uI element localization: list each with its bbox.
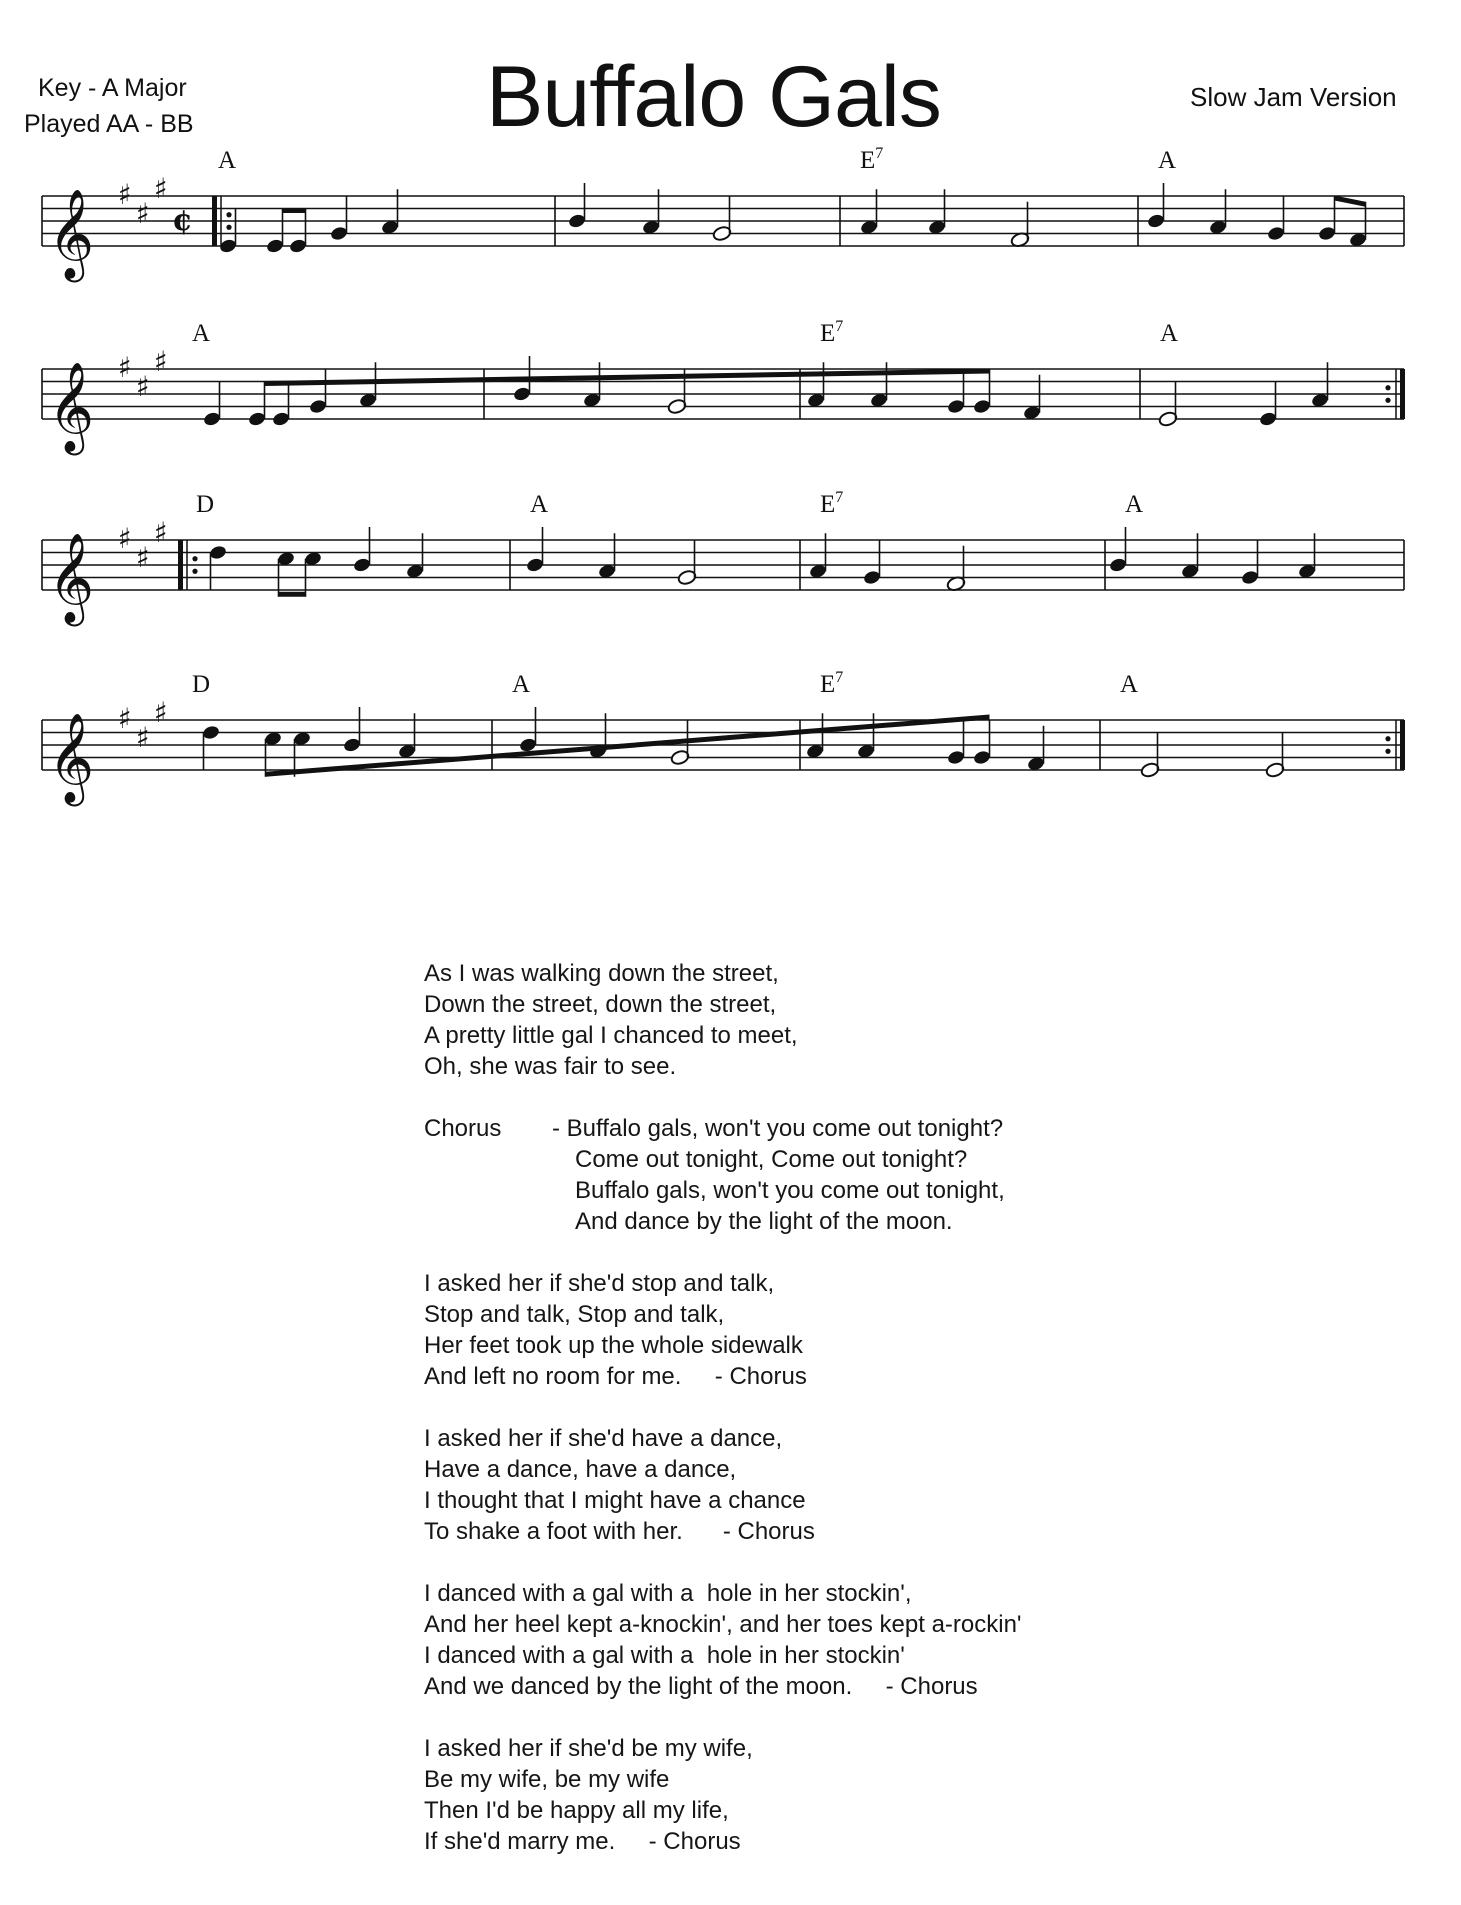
repeat-dot	[226, 225, 231, 230]
quarter-note	[946, 749, 965, 765]
repeat-start-bar	[178, 540, 183, 590]
lyric-line: And dance by the light of the moon.	[575, 1208, 953, 1235]
quarter-note	[247, 411, 266, 427]
sharp-icon: ♯	[154, 695, 168, 729]
lyric-line: And left no room for me. - Chorus	[424, 1363, 807, 1390]
quarter-note	[512, 386, 531, 402]
treble-clef-icon: 𝄞	[48, 533, 95, 623]
verse-3	[424, 1423, 1324, 1547]
sharp-icon: ♯	[136, 540, 150, 574]
lyric-line: I asked her if she'd stop and talk,	[424, 1270, 775, 1297]
played-form-label: Played AA - BB	[24, 110, 194, 138]
sharp-icon: ♯	[154, 515, 168, 549]
sharp-icon: ♯	[118, 702, 132, 735]
chord-symbol: A	[1158, 147, 1177, 174]
chord-symbol: D	[192, 671, 211, 698]
lyric-line: Come out tonight, Come out tonight?	[575, 1146, 968, 1173]
quarter-note	[946, 398, 965, 414]
verse-2	[424, 1268, 1324, 1392]
lyric-line: If she'd marry me. - Chorus	[424, 1828, 741, 1855]
chord-symbol: A	[218, 147, 237, 174]
lyric-line: A pretty little gal I chanced to meet,	[424, 1022, 798, 1049]
quarter-note	[972, 398, 991, 414]
chorus-label: Chorus	[424, 1115, 502, 1142]
treble-clef-icon: 𝄞	[48, 713, 95, 803]
sharp-icon: ♯	[118, 522, 132, 555]
quarter-note	[972, 749, 991, 765]
quarter-note	[288, 238, 307, 254]
quarter-note	[862, 569, 881, 585]
sharp-icon: ♯	[118, 178, 132, 211]
sharp-icon: ♯	[118, 351, 132, 384]
chord-symbol: A	[530, 491, 549, 518]
chorus	[424, 1113, 1324, 1237]
lyric-line: Buffalo gals, won't you come out tonight,	[575, 1177, 1005, 1204]
quarter-note	[208, 544, 227, 560]
chord-symbol: $E^7$	[860, 145, 884, 174]
chord-symbol: A	[1125, 491, 1144, 518]
cut-time-icon: ¢	[172, 203, 193, 238]
lyric-line: Then I'd be happy all my life,	[424, 1797, 729, 1824]
chord-symbol: D	[196, 491, 215, 518]
sharp-icon: ♯	[154, 344, 168, 378]
lyric-line: To shake a foot with her. - Chorus	[424, 1518, 815, 1545]
quarter-note	[1240, 569, 1259, 585]
beam	[265, 369, 990, 387]
lyric-line: - Buffalo gals, won't you come out tonight?	[552, 1115, 1004, 1142]
repeat-dot	[1385, 736, 1390, 741]
verse-5	[424, 1733, 1324, 1857]
treble-clef-icon: 𝄞	[48, 362, 95, 452]
beam	[283, 208, 306, 213]
repeat-dot	[1385, 385, 1390, 390]
chord-symbol: A	[192, 320, 211, 347]
sharp-icon: ♯	[136, 720, 150, 754]
sharp-icon: ♯	[136, 369, 150, 403]
quarter-note	[525, 557, 544, 573]
repeat-dot	[1385, 749, 1390, 754]
key-label: Key - A Major	[38, 74, 187, 102]
verse-1	[424, 958, 1324, 1082]
repeat-end-bar	[1400, 369, 1405, 419]
music-score	[0, 0, 1461, 900]
lyric-line: I thought that I might have a chance	[424, 1487, 806, 1514]
quarter-note	[1266, 225, 1285, 241]
repeat-start-bar	[212, 196, 217, 246]
repeat-dot	[1385, 398, 1390, 403]
lyric-line: I asked her if she'd be my wife,	[424, 1735, 753, 1762]
lyric-line: Oh, she was fair to see.	[424, 1053, 677, 1080]
lyric-line: Have a dance, have a dance,	[424, 1456, 737, 1483]
sharp-icon: ♯	[154, 171, 168, 205]
quarter-note	[201, 724, 220, 740]
lyric-line: I danced with a gal with a hole in her stockin',	[424, 1580, 912, 1607]
lyric-line: And we danced by the light of the moon. - Chorus	[424, 1673, 978, 1700]
beam	[279, 592, 306, 597]
lyric-line: Her feet took up the whole sidewalk	[424, 1332, 803, 1359]
beam	[1335, 196, 1366, 207]
lyric-line: Down the street, down the street,	[424, 991, 777, 1018]
repeat-dot	[192, 569, 197, 574]
lyric-line: I danced with a gal with a hole in her stockin'	[424, 1642, 905, 1669]
repeat-dot	[192, 556, 197, 561]
quarter-note	[1108, 557, 1127, 573]
lyric-line: Be my wife, be my wife	[424, 1766, 670, 1793]
chord-symbol: A	[1120, 671, 1139, 698]
lyric-line: I asked her if she'd have a dance,	[424, 1425, 783, 1452]
page-title: Buffalo Gals	[486, 49, 941, 145]
quarter-note	[342, 737, 361, 753]
quarter-note	[202, 411, 221, 427]
verse-4	[424, 1578, 1324, 1702]
chord-symbol: A	[1160, 320, 1179, 347]
quarter-note	[329, 225, 348, 241]
quarter-note	[1317, 225, 1336, 241]
quarter-note	[308, 398, 327, 414]
lyric-line: And her heel kept a-knockin', and her toes kept a-rockin'	[424, 1611, 1022, 1638]
lyrics	[424, 958, 1324, 1888]
chord-symbol: A	[512, 671, 531, 698]
quarter-note	[271, 411, 290, 427]
quarter-note	[567, 213, 586, 229]
quarter-note	[352, 557, 371, 573]
chord-symbol: $E^7$	[820, 318, 844, 347]
quarter-note	[265, 238, 284, 254]
quarter-note	[1258, 411, 1277, 427]
repeat-end-bar	[1400, 720, 1405, 770]
version-label: Slow Jam Version	[1190, 82, 1397, 112]
treble-clef-icon: 𝄞	[48, 189, 95, 279]
lyric-line: Stop and talk, Stop and talk,	[424, 1301, 725, 1328]
lyric-line: As I was walking down the street,	[424, 960, 779, 987]
chord-symbol: $E^7$	[820, 669, 844, 698]
chord-symbol: $E^7$	[820, 489, 844, 518]
sharp-icon: ♯	[136, 196, 150, 230]
quarter-note	[1146, 213, 1165, 229]
repeat-dot	[226, 212, 231, 217]
